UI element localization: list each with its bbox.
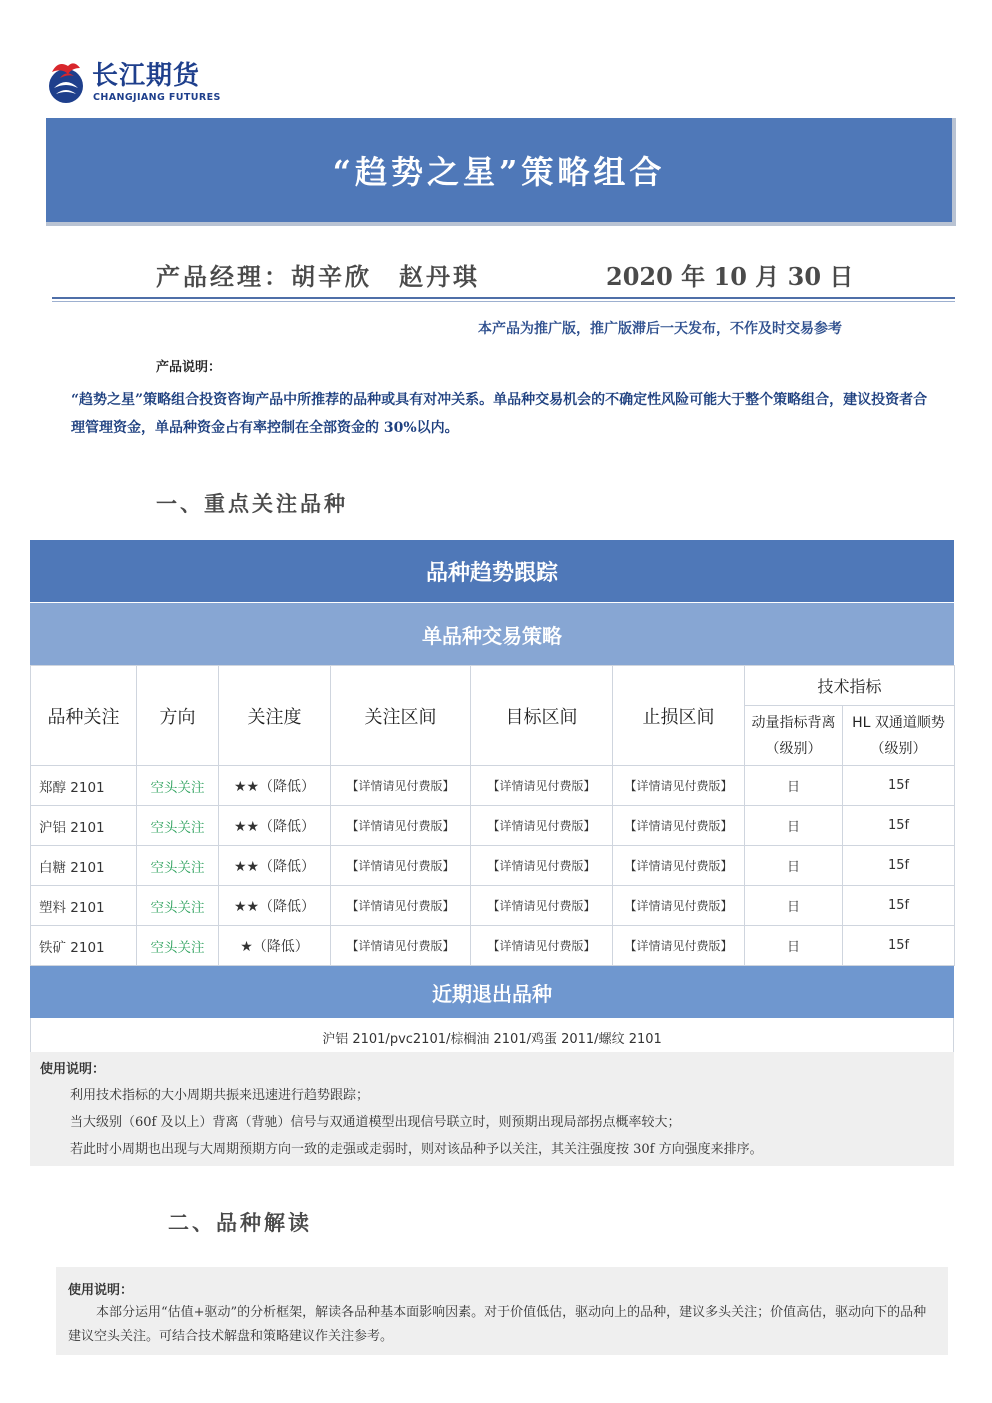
description-title: 产品说明： xyxy=(156,360,222,375)
row-level: ★★（降低） xyxy=(219,766,331,806)
col-header-stop: 止损区间 xyxy=(613,666,745,766)
row-momentum: 日 xyxy=(745,806,843,846)
description-text: “趋势之星”策略组合投资咨询产品中所推荐的品种或具有对冲关系。单品种交易机会的不确定性风险可能大于整个策略组合，建议投资者合理管理资金，单品种资金占有率控制在全部资金的 30%以内。 xyxy=(71,392,928,436)
row-target: 【详情请见付费版】 xyxy=(471,926,613,966)
report-title: “趋势之星”策略组合 xyxy=(332,153,666,191)
table-subtitle: 单品种交易策略 xyxy=(422,623,562,648)
table-band-subtitle xyxy=(30,603,954,665)
report-date: 2020 年 10 月 30 日 xyxy=(606,262,854,291)
logo-chinese-name: 长江期货 xyxy=(92,61,201,91)
row-momentum: 日 xyxy=(745,766,843,806)
col-header-target: 目标区间 xyxy=(471,666,613,766)
row-target: 【详情请见付费版】 xyxy=(471,806,613,846)
strategy-table xyxy=(30,665,955,966)
col-header-name: 品种关注 xyxy=(31,666,137,766)
row-level: ★★（降低） xyxy=(219,886,331,926)
row-direction: 空头关注 xyxy=(137,766,219,806)
row-direction: 空头关注 xyxy=(137,806,219,846)
usage-title: 使用说明： xyxy=(68,1283,134,1298)
row-hl: 15f xyxy=(843,886,955,926)
col-header-hl: HL 双通道顺势（级别） xyxy=(843,706,955,766)
header-divider-thin xyxy=(52,301,955,302)
usage-title: 使用说明： xyxy=(40,1062,106,1077)
row-name: 郑醇 2101 xyxy=(31,766,137,806)
product-managers: 产品经理：胡辛欣 赵丹琪 xyxy=(156,262,480,291)
header-divider xyxy=(52,297,955,299)
row-name: 白糖 2101 xyxy=(31,846,137,886)
col-header-level: 关注度 xyxy=(219,666,331,766)
row-name: 塑料 2101 xyxy=(31,886,137,926)
exit-band xyxy=(30,966,954,1018)
row-momentum: 日 xyxy=(745,926,843,966)
row-direction: 空头关注 xyxy=(137,926,219,966)
row-watch: 【详情请见付费版】 xyxy=(331,926,471,966)
report-title-banner xyxy=(46,118,956,226)
row-level: ★★（降低） xyxy=(219,846,331,886)
row-stop: 【详情请见付费版】 xyxy=(613,846,745,886)
row-stop: 【详情请见付费版】 xyxy=(613,806,745,846)
table-row xyxy=(31,766,955,806)
table-row xyxy=(31,886,955,926)
table-row xyxy=(31,806,955,846)
row-watch: 【详情请见付费版】 xyxy=(331,846,471,886)
row-hl: 15f xyxy=(843,926,955,966)
row-watch: 【详情请见付费版】 xyxy=(331,806,471,846)
row-name: 铁矿 2101 xyxy=(31,926,137,966)
col-header-direction: 方向 xyxy=(137,666,219,766)
table-row xyxy=(31,846,955,886)
exit-list: 沪铝 2101/pvc2101/棕榈油 2101/鸡蛋 2011/螺纹 2101 xyxy=(30,1018,954,1057)
usage-line: 若此时小周期也出现与大周期预期方向一致的走强或走弱时，则对该品种予以关注，其关注强度按 30f 方向强度来排序。 xyxy=(70,1142,763,1157)
row-target: 【详情请见付费版】 xyxy=(471,886,613,926)
usage-line: 当大级别（60f 及以上）背离（背驰）信号与双通道模型出现信号联立时，则预期出现局部拐点概率较大； xyxy=(70,1115,681,1130)
row-stop: 【详情请见付费版】 xyxy=(613,926,745,966)
row-direction: 空头关注 xyxy=(137,846,219,886)
row-hl: 15f xyxy=(843,806,955,846)
row-momentum: 日 xyxy=(745,846,843,886)
row-direction: 空头关注 xyxy=(137,886,219,926)
row-stop: 【详情请见付费版】 xyxy=(613,766,745,806)
usage-notes-1 xyxy=(30,1052,954,1166)
row-level: ★★（降低） xyxy=(219,806,331,846)
table-title: 品种趋势跟踪 xyxy=(425,560,558,586)
col-header-momentum: 动量指标背离（级别） xyxy=(745,706,843,766)
row-target: 【详情请见付费版】 xyxy=(471,846,613,886)
usage-notes-2 xyxy=(56,1267,948,1355)
row-watch: 【详情请见付费版】 xyxy=(331,886,471,926)
row-stop: 【详情请见付费版】 xyxy=(613,886,745,926)
usage-text: 本部分运用“估值+驱动”的分析框架，解读各品种基本面影响因素。对于价值低估，驱动向上的品种，建议多头关注；价值高估，驱动向下的品种建议空头关注。可结合技术解盘和策略建议作关注参考。 xyxy=(68,1305,927,1344)
row-level: ★（降低） xyxy=(219,926,331,966)
table-header-row xyxy=(31,666,955,706)
row-momentum: 日 xyxy=(745,886,843,926)
promo-notice: 本产品为推广版，推广版滞后一天发布，不作及时交易参考 xyxy=(478,321,842,337)
col-header-tech: 技术指标 xyxy=(745,666,955,706)
row-hl: 15f xyxy=(843,766,955,806)
col-header-watch: 关注区间 xyxy=(331,666,471,766)
row-target: 【详情请见付费版】 xyxy=(471,766,613,806)
dragon-logo-icon xyxy=(44,58,88,106)
logo-english-name: CHANGJIANG FUTURES xyxy=(93,92,221,103)
strategy-table-block xyxy=(30,540,954,1057)
row-watch: 【详情请见付费版】 xyxy=(331,766,471,806)
section-heading-2: 二、品种解读 xyxy=(168,1210,312,1235)
exit-title: 近期退出品种 xyxy=(432,981,552,1006)
usage-line: 利用技术指标的大小周期共振来迅速进行趋势跟踪； xyxy=(70,1088,370,1103)
table-band-title xyxy=(30,540,954,603)
company-logo xyxy=(44,58,234,110)
section-heading-1: 一、重点关注品种 xyxy=(156,491,348,516)
row-hl: 15f xyxy=(843,846,955,886)
row-name: 沪铝 2101 xyxy=(31,806,137,846)
table-row xyxy=(31,926,955,966)
